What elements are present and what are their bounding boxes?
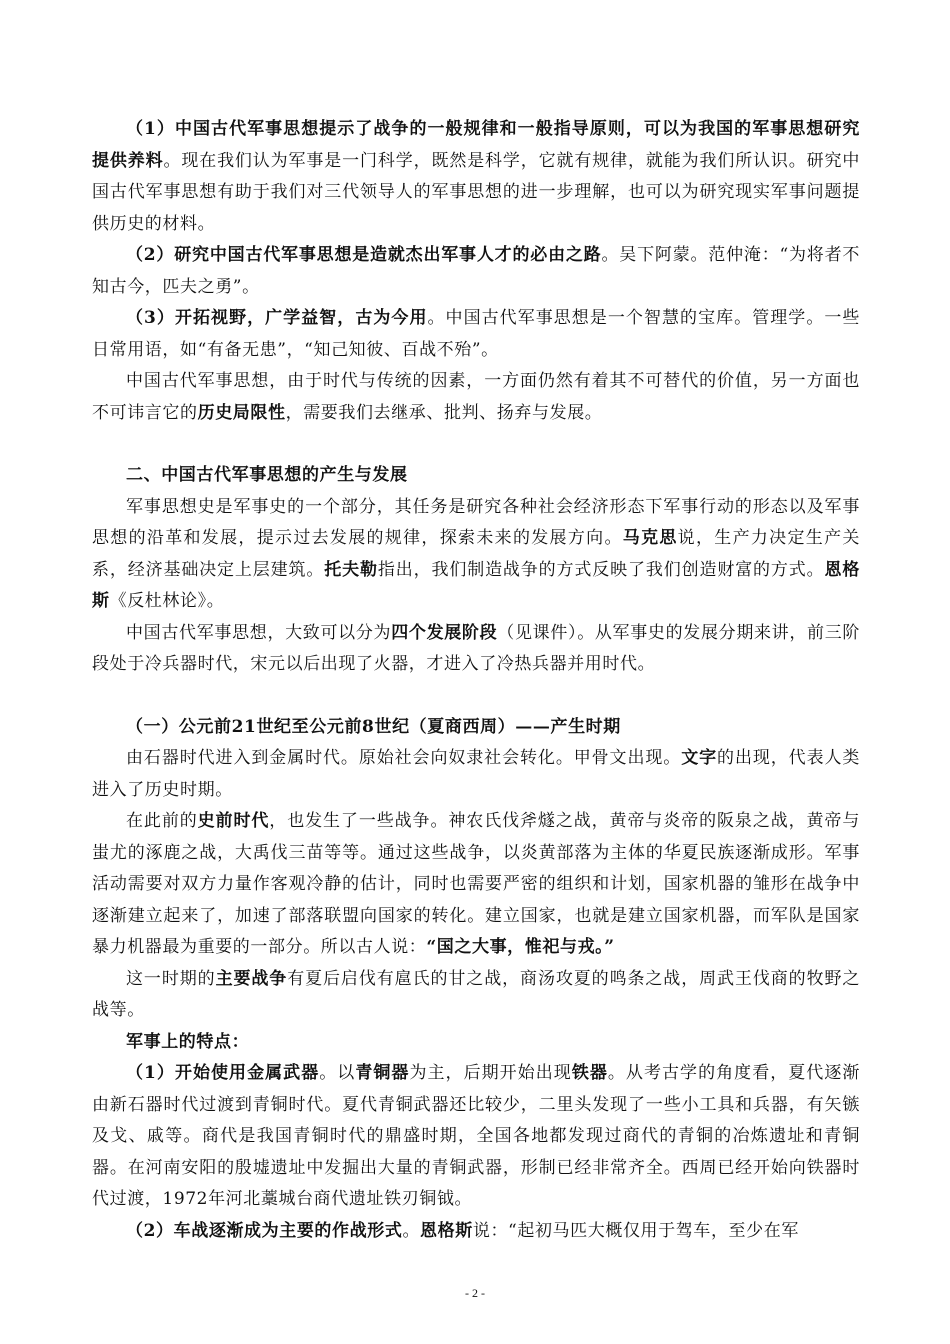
- text-run: 指出，我们制造战争的方式反映了我们创造财富的方式。: [377, 559, 825, 580]
- text-run: 为主，后期开始出现: [409, 1063, 572, 1083]
- text-run: 中国古代军事思想，大致可以分为: [126, 622, 392, 643]
- bold-text: （2）研究中国古代军事思想是造就杰出军事人才的必由之路: [126, 245, 602, 265]
- bold-text: 文字: [681, 748, 718, 768]
- text-run: （见课件）。从军事史的发展分期来讲，前三阶段处于冷兵器时代，宋元以后出现了火器，才进入了冷热兵器并用时代。: [92, 622, 860, 674]
- bold-text: （一）公元前21世纪至公元前8世纪（夏商西周）——产生时期: [126, 716, 621, 737]
- text-run: 说：“起初马匹大概仅用于驾车，至少在军: [472, 1220, 799, 1241]
- document-body: [92, 114, 860, 1247]
- text-run: 《反杜林论》。: [109, 591, 225, 611]
- text-run: ，也发生了一些战争。神农氏伐斧燧之战，黄帝与炎帝的阪泉之战，黄帝与蚩尤的涿鹿之战，大禹伐三苗等等。通过这些战争，以炎黄部落为主体的华夏民族逐渐成形。军事活动需要对双方力量作客观冷静的估计，同时也需要严密的组织和计划，国家机器的雏形在战争中逐渐建立起来了，加速了部落联盟向国家的转化。建立国家，也就是建立国家机器，而军队是国家暴力机器最为重要的一部分。所以古人说：: [92, 811, 860, 957]
- text-run: 。以: [319, 1063, 356, 1083]
- text-run: ，需要我们去继承、批判、扬弃与发展。: [285, 402, 603, 423]
- paragraph: [92, 1058, 860, 1216]
- text-run: 由石器时代进入到金属时代。原始社会向奴隶社会转化。甲骨文出现。: [126, 748, 682, 768]
- bold-text: 恩格斯: [420, 1220, 473, 1241]
- paragraph: [92, 1027, 860, 1059]
- paragraph: [92, 460, 860, 492]
- bold-text: 主要战争: [215, 968, 288, 989]
- page-number: - 2 -: [465, 1286, 485, 1300]
- bold-text: 军事上的特点：: [126, 1031, 250, 1052]
- bold-text: （1）中国古代军事思想提示了战争的一般规律和一般指导原则，可以为我国的军事思想研究提供养料: [92, 119, 860, 171]
- paragraph: [92, 240, 860, 303]
- text-run: 中国古代军事思想，由于时代与传统的因素，一方面仍然有着其不可替代的价值，另一方面也不可讳言它的: [92, 371, 860, 423]
- text-run: 说，生产力决定生产关系，经济基础决定上层建筑。: [92, 528, 860, 580]
- text-run: 。现在我们认为军事是一门科学，既然是科学，它就有规律，就能为我们所认识。研究中国古代军事思想有助于我们对三代领导人的军事思想的进一步理解，也可以为研究现实军事问题提供历史的材料。: [92, 150, 860, 234]
- bold-text: 铁器: [571, 1063, 608, 1083]
- bold-text: （2）车战逐渐成为主要的作战形式: [126, 1220, 403, 1241]
- text-run: 有夏后启伐有扈氏的甘之战，商汤攻夏的鸣条之战，周武王伐商的牧野之战等。: [92, 968, 861, 1020]
- bold-text: “国之大事，惟祀与戎。”: [426, 937, 615, 957]
- text-run: 。吴下阿蒙。范仲淹：“为将者不知古今，匹夫之勇”。: [92, 245, 860, 297]
- paragraph: [92, 1216, 860, 1248]
- paragraph: [92, 114, 860, 240]
- paragraph: [92, 303, 860, 366]
- bold-text: （3）开拓视野，广学益智，古为今用: [126, 308, 428, 328]
- paragraph: [92, 964, 860, 1027]
- text-run: 的出现，代表人类进入了历史时期。: [92, 748, 860, 800]
- paragraph: [92, 366, 860, 429]
- bold-text: 四个发展阶段: [391, 622, 498, 643]
- bold-text: 史前时代: [197, 811, 270, 831]
- paragraph: [92, 712, 860, 744]
- paragraph: [92, 806, 860, 964]
- paragraph: [92, 618, 860, 681]
- paragraph: [92, 492, 860, 618]
- text-run: 这一时期的: [126, 968, 216, 989]
- text-run: 。从考古学的角度看，夏代逐渐由新石器时代过渡到青铜时代。夏代青铜武器还比较少，二里头发现了一些小工具和兵器，有矢镞及戈、戚等。商代是我国青铜时代的鼎盛时期，全国各地都发现过商代的青铜的冶炼遗址和青铜器。在河南安阳的殷墟遗址中发掘出大量的青铜武器，形制已经非常齐全。西周已经开始向铁器时代过渡，1972年河北藁城台商代遗址铁刃铜钺。: [92, 1063, 860, 1209]
- bold-text: 二、中国古代军事思想的产生与发展: [126, 465, 408, 485]
- bold-text: （1）开始使用金属武器: [126, 1063, 320, 1083]
- bold-text: 马克思: [622, 528, 678, 548]
- paragraph: [92, 743, 860, 806]
- bold-text: 恩格斯: [92, 559, 860, 611]
- text-run: 。中国古代军事思想是一个智慧的宝库。管理学。一些日常用语，如“有备无患”，“知己知彼、百战不殆”。: [92, 308, 860, 360]
- bold-text: 托夫勒: [324, 559, 378, 580]
- bold-text: 历史局限性: [197, 402, 286, 423]
- text-run: 在此前的: [126, 811, 198, 831]
- text-run: 军事思想史是军事史的一个部分，其任务是研究各种社会经济形态下军事行动的形态以及军事思想的沿革和发展，提示过去发展的规律，探索未来的发展方向。: [92, 496, 860, 548]
- bold-text: 青铜器: [355, 1063, 410, 1083]
- text-run: 。: [402, 1220, 421, 1241]
